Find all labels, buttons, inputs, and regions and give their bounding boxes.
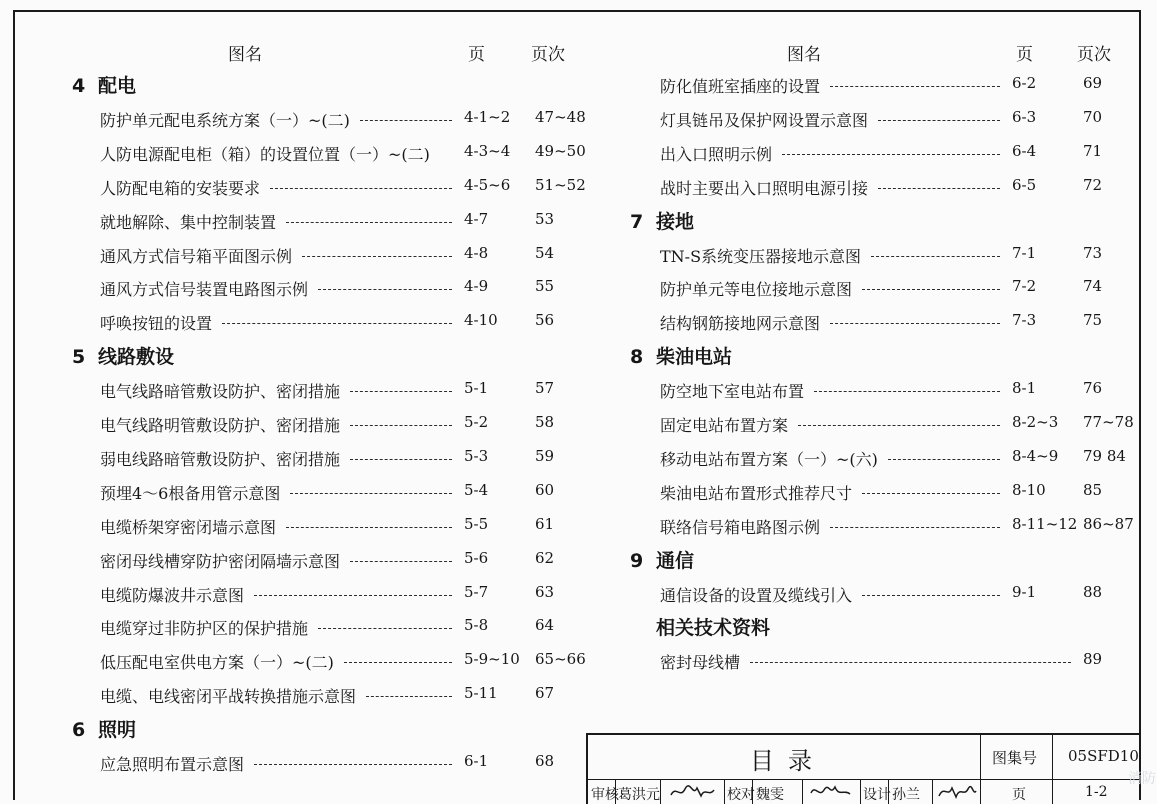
entry-drawing-code: 5-4 [464, 480, 489, 499]
entry-drawing-code: 8-10 [1012, 480, 1046, 499]
entry-drawing-code: 6-4 [1012, 141, 1037, 160]
checker-signature [808, 781, 854, 803]
section-heading [630, 546, 694, 573]
toc-entry [660, 379, 1143, 403]
toc-entry [660, 176, 1143, 200]
leader-dashes [366, 696, 452, 697]
reviewer-signature [668, 781, 718, 803]
section-title: 柴油电站 [656, 346, 733, 369]
section-heading [630, 207, 694, 234]
entry-title: 固定电站布置方案 [660, 416, 789, 435]
atlas-number: 05SFD10 [1068, 747, 1139, 765]
leader-dashes [350, 459, 452, 460]
leader-dashes [254, 764, 452, 765]
section-number: 4 [72, 75, 86, 97]
entry-title: 移动电站布置方案（一）~(六) [660, 449, 878, 469]
entry-page: 76 [1083, 379, 1103, 398]
entry-title: 出入口照明示例 [660, 144, 773, 164]
entry-page: 73 [1083, 243, 1103, 262]
header-seq-right: 页次 [1077, 45, 1111, 65]
entry-page: 75 [1083, 311, 1103, 330]
entry-drawing-code: 9-1 [1012, 582, 1037, 601]
entry-title: 防护单元等电位接地示意图 [660, 280, 853, 300]
entry-drawing-code: 5-7 [464, 582, 489, 601]
reviewer-name: 葛洪元 [618, 787, 660, 803]
designer-signature [936, 781, 978, 803]
entry-title: 联络信号箱电路图示例 [660, 517, 821, 537]
entry-drawing-code: 5-1 [464, 379, 489, 398]
entry-drawing-code: 4-7 [464, 209, 489, 228]
section-number: 6 [72, 719, 86, 742]
entry-drawing-code: 5-8 [464, 616, 489, 635]
section-number: 7 [630, 210, 644, 233]
entry-title: 战时主要出入口照明电源引接 [660, 178, 869, 198]
entry-drawing-code: 8-11~12 [1012, 514, 1078, 533]
toc-entry [660, 650, 1143, 674]
entry-drawing-code: 5-3 [464, 446, 489, 465]
entry-page: 88 [1083, 582, 1103, 601]
toc-entry [100, 752, 595, 776]
toc-entry [660, 108, 1143, 132]
toc-entry [660, 583, 1143, 607]
entry-page: 85 [1083, 480, 1103, 499]
toc-entry [660, 481, 1143, 505]
entry-drawing-code: 4-5~6 [464, 175, 511, 194]
entry-page: 61 [535, 514, 555, 533]
entry-title: TN-S系统变压器接地示意图 [660, 246, 862, 266]
entry-page: 53 [535, 209, 555, 228]
entry-page: 56 [535, 311, 555, 330]
entry-page: 49~50 [535, 141, 586, 160]
entry-drawing-code: 5-9~10 [464, 650, 520, 669]
leader-dashes [286, 527, 452, 528]
designer-name: 孙兰 [892, 787, 920, 803]
entry-drawing-code: 6-1 [464, 752, 489, 770]
header-name-right: 图名 [787, 45, 821, 65]
entry-page: 47~48 [535, 107, 586, 126]
entry-page: 67 [535, 684, 555, 703]
section-heading [72, 71, 136, 98]
entry-title: 防空地下室电站布置 [660, 382, 805, 402]
entry-title: 通风方式信号装置电路图示例 [100, 280, 309, 300]
design-label: 设计 [863, 787, 891, 803]
leader-dashes [350, 425, 452, 426]
entry-drawing-code: 8-1 [1012, 379, 1037, 398]
section-number: 5 [72, 346, 86, 369]
leader-dashes [888, 459, 1000, 460]
header-name-left: 图名 [228, 45, 262, 65]
toc-entry [100, 549, 595, 573]
leader-dashes [814, 391, 1000, 392]
entry-page: 74 [1083, 277, 1103, 296]
leader-dashes [222, 323, 452, 324]
entry-title: 柴油电站布置形式推荐尺寸 [660, 483, 853, 503]
entry-page: 55 [535, 277, 555, 296]
section-title: 照明 [98, 719, 137, 742]
page-number: 1-2 [1085, 784, 1108, 800]
leader-dashes [286, 222, 452, 223]
toc-entry [100, 684, 595, 708]
review-label: 审核 [591, 787, 619, 803]
entry-title: 防化值班室插座的设置 [660, 77, 821, 96]
entry-drawing-code: 5-11 [464, 684, 498, 703]
leader-dashes [750, 662, 1071, 663]
entry-page: 71 [1083, 141, 1103, 160]
section-heading [630, 342, 732, 369]
toc-entry [100, 244, 595, 268]
entry-title: 人防电源配电柜（箱）的设置位置（一）~(二) [100, 144, 430, 164]
section-number: 8 [630, 346, 644, 369]
title-block [586, 733, 1141, 804]
page-label: 页 [1012, 787, 1026, 803]
leader-dashes [350, 561, 452, 562]
entry-drawing-code: 7-3 [1012, 311, 1037, 330]
entry-title: 电缆桥架穿密闭墙示意图 [100, 517, 277, 537]
leader-dashes [878, 120, 1000, 121]
entry-title: 防护单元配电系统方案（一）~(二) [100, 110, 350, 130]
entry-page: 79 84 [1083, 446, 1126, 465]
entry-page: 62 [535, 548, 555, 567]
entry-title: 预埋4～6根备用管示意图 [100, 483, 281, 503]
leader-dashes [830, 323, 1000, 324]
entry-page: 72 [1083, 175, 1103, 194]
entry-drawing-code: 6-3 [1012, 107, 1037, 126]
entry-page: 64 [535, 616, 555, 635]
watermark: 消防 [1128, 771, 1156, 787]
toc-entry [660, 447, 1143, 471]
drawing-title: 目录 [750, 747, 826, 775]
entry-drawing-code: 4-10 [464, 311, 498, 330]
entry-title: 人防配电箱的安装要求 [100, 178, 261, 198]
entry-title: 电缆、电线密闭平战转换措施示意图 [100, 687, 357, 707]
leader-dashes [318, 289, 452, 290]
leader-dashes [862, 595, 1000, 596]
entry-title: 电气线路暗管敷设防护、密闭措施 [100, 382, 341, 402]
leader-dashes [878, 188, 1000, 189]
section-heading [630, 613, 770, 640]
leader-dashes [254, 595, 452, 596]
toc-entry [660, 74, 1143, 98]
toc-entry [100, 210, 595, 234]
entry-title: 呼唤按钮的设置 [100, 314, 213, 334]
entry-page: 54 [535, 243, 555, 262]
leader-dashes [830, 527, 1000, 528]
entry-drawing-code: 4-1~2 [464, 107, 511, 126]
entry-drawing-code: 7-2 [1012, 277, 1037, 296]
section-title: 通信 [656, 549, 695, 572]
header-page-left: 页 [468, 45, 485, 65]
checker-name: 魏雯 [756, 787, 784, 803]
check-label: 校对 [727, 787, 755, 803]
entry-title: 就地解除、集中控制装置 [100, 212, 277, 232]
header-page-right: 页 [1016, 45, 1033, 65]
section-number: 9 [630, 549, 644, 572]
entry-page: 51~52 [535, 175, 586, 194]
header-seq-left: 页次 [531, 45, 565, 65]
entry-title: 弱电线路暗管敷设防护、密闭措施 [100, 449, 341, 469]
leader-dashes [270, 188, 452, 189]
toc-entry [100, 413, 595, 437]
leader-dashes [782, 154, 1000, 155]
leader-dashes [862, 289, 1000, 290]
entry-page: 58 [535, 413, 555, 431]
entry-page: 86~87 [1083, 514, 1134, 533]
entry-title: 应急照明布置示意图 [100, 755, 245, 774]
entry-page: 77~78 [1083, 413, 1134, 431]
leader-dashes [798, 425, 1000, 426]
section-title: 配电 [98, 75, 137, 97]
entry-title: 电缆防爆波井示意图 [100, 585, 245, 605]
toc-entry [100, 379, 595, 403]
entry-title: 密闭母线槽穿防护密闭隔墙示意图 [100, 551, 341, 571]
entry-drawing-code: 4-3~4 [464, 141, 511, 160]
entry-drawing-code: 4-8 [464, 243, 489, 262]
entry-page: 69 [1083, 74, 1103, 92]
entry-drawing-code: 5-6 [464, 548, 489, 567]
entry-page: 70 [1083, 107, 1103, 126]
entry-drawing-code: 7-1 [1012, 243, 1037, 262]
entry-drawing-code: 8-2~3 [1012, 413, 1059, 431]
entry-title: 通信设备的设置及缆线引入 [660, 585, 853, 605]
toc-entry [100, 311, 595, 335]
entry-title: 电气线路明管敷设防护、密闭措施 [100, 416, 341, 435]
toc-entry [100, 277, 595, 301]
leader-dashes [830, 86, 1000, 87]
entry-title: 密封母线槽 [660, 653, 741, 673]
section-heading [72, 342, 174, 369]
toc-entry [660, 277, 1143, 301]
toc-entry [100, 108, 595, 132]
leader-dashes [862, 493, 1000, 494]
toc-entry [100, 616, 595, 640]
toc-entry [100, 481, 595, 505]
leader-dashes [302, 256, 452, 257]
entry-drawing-code: 6-2 [1012, 74, 1037, 92]
entry-drawing-code: 5-5 [464, 514, 489, 533]
entry-page: 57 [535, 379, 555, 398]
section-title: 接地 [656, 210, 695, 233]
entry-page: 89 [1083, 650, 1103, 669]
entry-drawing-code: 6-5 [1012, 175, 1037, 194]
toc-entry [660, 515, 1143, 539]
toc-entry [660, 311, 1143, 335]
entry-page: 68 [535, 752, 555, 770]
leader-dashes [318, 628, 452, 629]
leader-dashes [344, 662, 452, 663]
leader-dashes [290, 493, 452, 494]
toc-entry [100, 176, 595, 200]
section-title: 相关技术资料 [656, 617, 771, 640]
toc-entry [100, 583, 595, 607]
toc-entry [660, 244, 1143, 268]
entry-title: 结构钢筋接地网示意图 [660, 314, 821, 334]
leader-dashes [871, 256, 1000, 257]
leader-dashes [360, 120, 452, 121]
entry-title: 通风方式信号箱平面图示例 [100, 246, 293, 266]
entry-page: 59 [535, 446, 555, 465]
toc-entry [100, 515, 595, 539]
entry-title: 电缆穿过非防护区的保护措施 [100, 619, 309, 639]
toc-entry [100, 142, 595, 166]
entry-title: 灯具链吊及保护网设置示意图 [660, 110, 869, 130]
section-heading [72, 715, 136, 742]
toc-entry [100, 650, 595, 674]
entry-drawing-code: 5-2 [464, 413, 489, 431]
entry-page: 65~66 [535, 650, 586, 669]
leader-dashes [350, 391, 452, 392]
entry-drawing-code: 8-4~9 [1012, 446, 1059, 465]
entry-page: 63 [535, 582, 555, 601]
toc-entry [100, 447, 595, 471]
entry-drawing-code: 4-9 [464, 277, 489, 296]
atlas-label: 图集号 [992, 749, 1038, 767]
entry-page: 60 [535, 480, 555, 499]
section-title: 线路敷设 [98, 346, 175, 369]
toc-entry [660, 413, 1143, 437]
toc-entry [660, 142, 1143, 166]
entry-title: 低压配电室供电方案（一）~(二) [100, 653, 334, 673]
